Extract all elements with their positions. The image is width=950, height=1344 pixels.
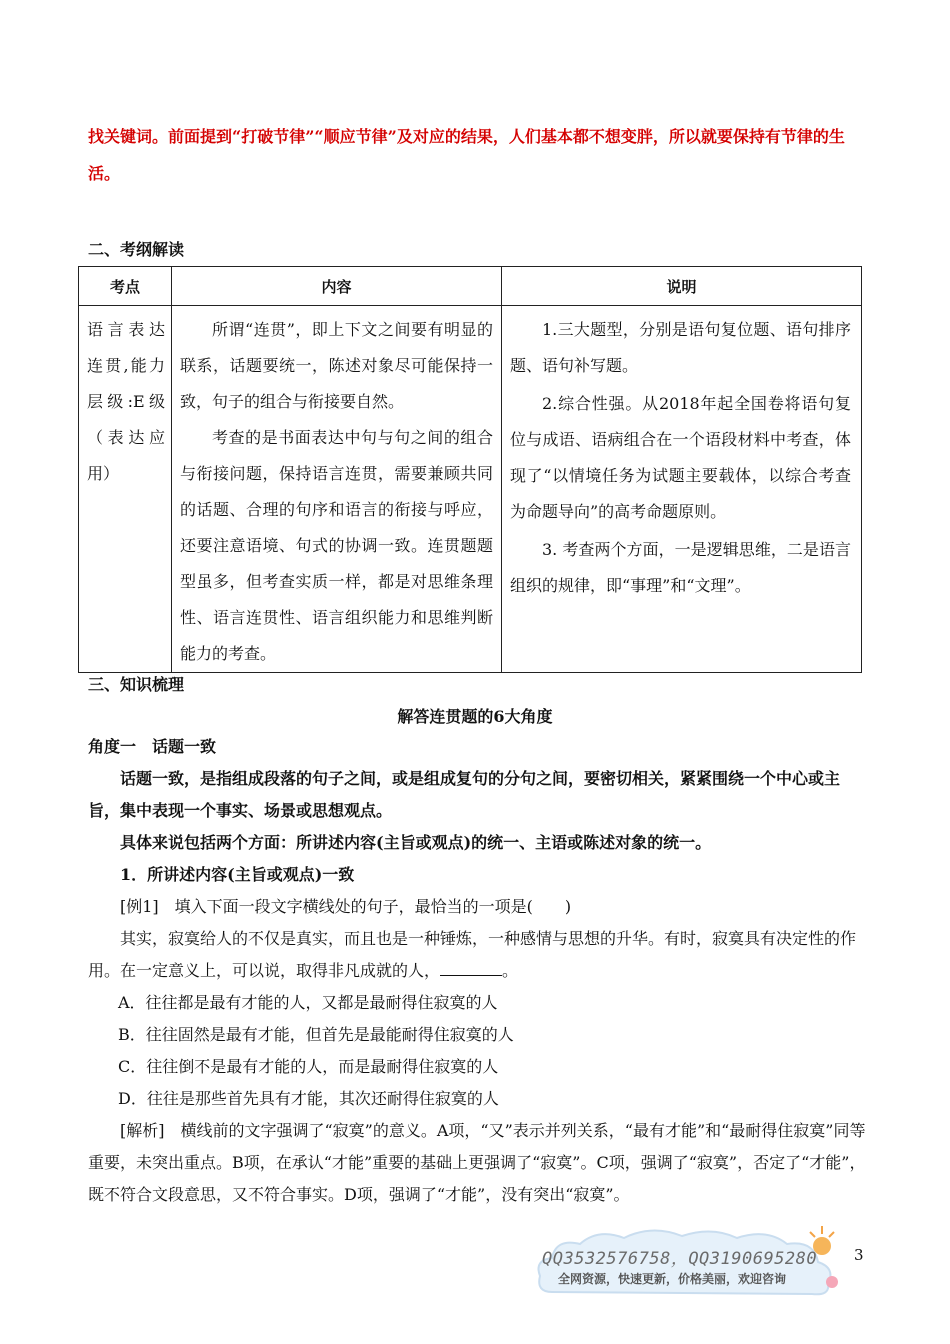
header-neirong: 内容 bbox=[172, 267, 502, 306]
paragraph: 具体来说包括两个方面：所讲述内容(主旨或观点)的统一、主语或陈述对象的统一。 bbox=[120, 833, 712, 852]
watermark-slogan: 全网资源，快速更新，价格美丽，欢迎咨询 bbox=[558, 1272, 787, 1286]
shuoming-para: 1.三大题型，分别是语句复位题、语句排序题、语句补写题。 bbox=[510, 320, 851, 375]
example-text-end: 。 bbox=[502, 961, 519, 980]
shuoming-cell bbox=[502, 306, 861, 604]
analysis: [解析] 横线前的文字强调了“寂寞”的意义。A项，“又”表示并列关系，“最有才能”和“最耐得住寂寞”同等重要，未突出重点。B项，在承认“才能”重要的基础上更强调了“寂寞”。C项，强调了“寂寞”，否定了“才能”，既不符合文段意思，又不符合事实。D项，强调了“才能”，没有突出“寂寞”。 bbox=[88, 1121, 866, 1204]
subtitle: 解答连贯题的6大角度 bbox=[397, 707, 553, 726]
shuoming-para: 2.综合性强。从2018年起全国卷将语句复位与成语、语病组合在一个语段材料中考查，体现了“以情境任务为试题主要载体，以综合考查为命题导向”的高考命题原则。 bbox=[510, 394, 851, 521]
watermark-qq: QQ3532576758，QQ3190695280 bbox=[542, 1249, 818, 1269]
table-row bbox=[79, 306, 862, 673]
option-b: B．往往固然是最有才能，但首先是最能耐得住寂寞的人 bbox=[118, 1025, 514, 1044]
table-header-row bbox=[79, 267, 862, 306]
example-text bbox=[88, 923, 866, 987]
kaodian-cell: 语言表达连贯,能力层级:E级（表达应用） bbox=[87, 320, 165, 483]
example-label: [例1] 填入下面一段文字横线处的句子，最恰当的一项是( ) bbox=[120, 897, 572, 916]
example-text-part: 其实，寂寞给人的不仅是真实，而且也是一种锤炼，一种感情与思想的升华。有时，寂寞具有决定性的作用。在一定意义上，可以说，取得非凡成就的人， bbox=[88, 929, 857, 980]
intro-paragraph: 找关键词。前面提到“打破节律”“顺应节律”及对应的结果，人们基本都不想变胖，所以就要保持有节律的生活。 bbox=[88, 127, 845, 183]
option-d: D．往往是那些首先具有才能，其次还耐得住寂寞的人 bbox=[118, 1089, 499, 1108]
option-c: C．往往倒不是最有才能的人，而是最耐得住寂寞的人 bbox=[118, 1057, 499, 1076]
neirong-para: 所谓“连贯”，即上下文之间要有明显的联系，话题要统一，陈述对象尽可能保持一致，句子的组合与衔接要自然。 bbox=[180, 320, 493, 411]
neirong-para: 考查的是书面表达中句与句之间的组合与衔接问题，保持语言连贯，需要兼顾共同的话题、合理的句序和语言的衔接与呼应，还要注意语境、句式的协调一致。连贯题题型虽多，但考查实质一样，都是对思维条理性、语言连贯性、语言组织能力和思维判断能力的考查。 bbox=[180, 428, 493, 663]
kaogang-table bbox=[78, 266, 862, 673]
paragraph: 话题一致，是指组成段落的句子之间，或是组成复句的分句之间，要密切相关，紧紧围绕一个中心或主旨，集中表现一个事实、场景或思想观点。 bbox=[88, 769, 841, 820]
option-a: A．往往都是最有才能的人，又都是最耐得住寂寞的人 bbox=[118, 993, 498, 1012]
article-body bbox=[88, 731, 866, 1211]
section-title-zhishi: 三、知识梳理 bbox=[88, 675, 185, 694]
header-kaodian: 考点 bbox=[79, 267, 172, 306]
shuoming-para: 3. 考查两个方面，一是逻辑思维，二是语言组织的规律，即“事理”和“文理”。 bbox=[510, 540, 851, 595]
point-heading: 1．所讲述内容(主旨或观点)一致 bbox=[120, 865, 355, 884]
section-title-kaogang: 二、考纲解读 bbox=[88, 240, 185, 259]
header-shuoming: 说明 bbox=[502, 267, 862, 306]
neirong-cell bbox=[172, 306, 501, 672]
watermark bbox=[532, 1222, 842, 1304]
fill-in-blank bbox=[440, 959, 502, 976]
page-number: 3 bbox=[854, 1246, 864, 1264]
angle-heading: 角度一 话题一致 bbox=[88, 737, 217, 756]
